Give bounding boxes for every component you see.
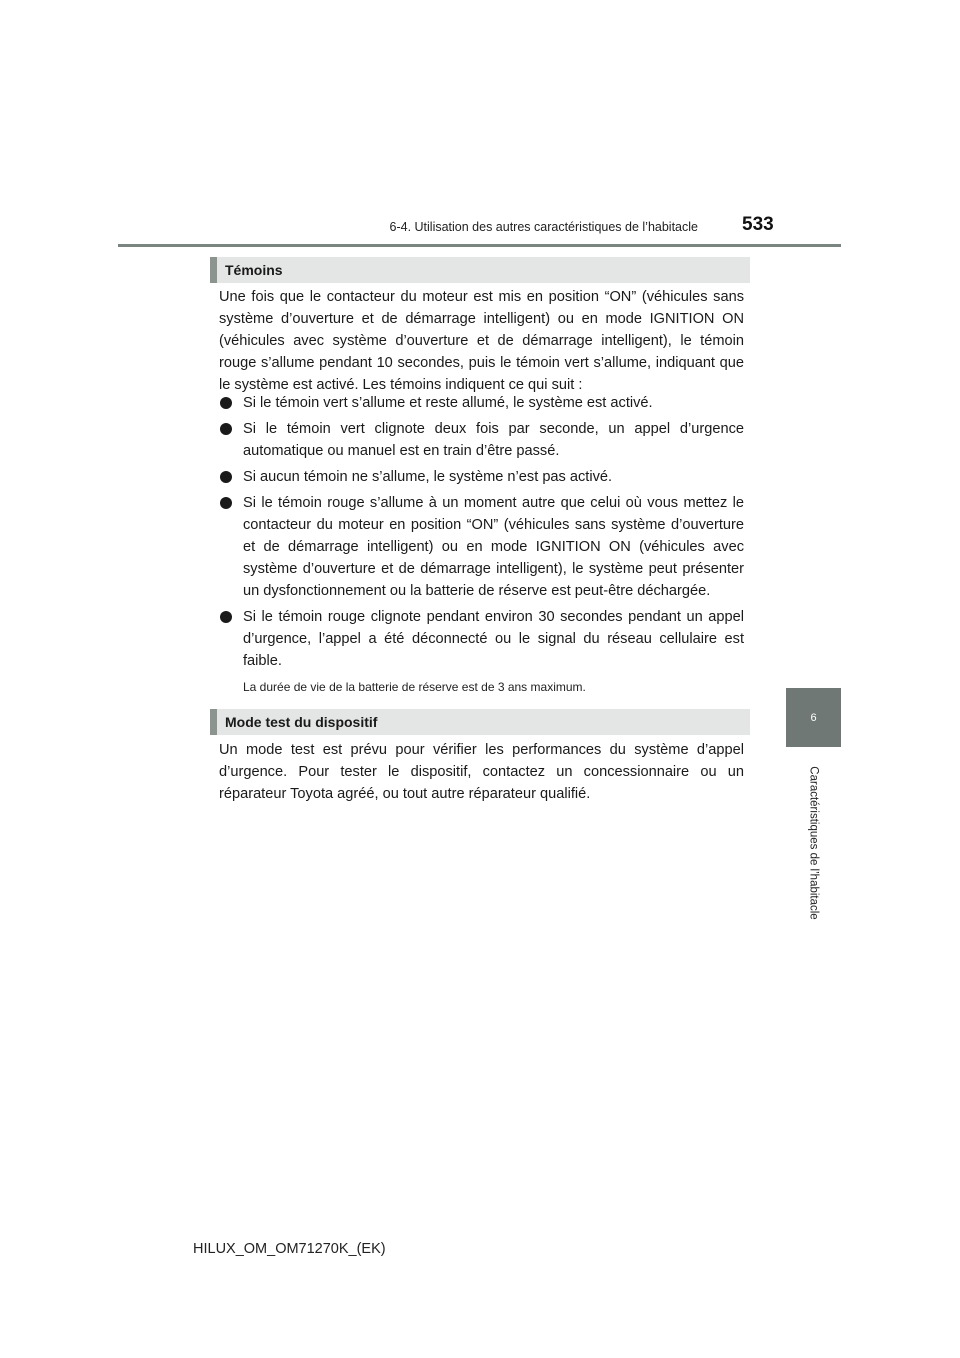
mode-test-body: Un mode test est prévu pour vérifier les performances du système d’appel d’urgence. Pour tester le dispositif, contactez un concessionnaire ou un réparateur Toyota agréé, ou tout autre réparateur qualifié.: [219, 742, 744, 802]
header-divider: [118, 244, 841, 247]
bullet-icon: [220, 497, 232, 509]
list-item: [219, 392, 744, 414]
bullet-icon: [220, 423, 232, 435]
page-header: [0, 212, 960, 242]
chapter-tab-number: 6: [810, 711, 817, 724]
indicator-list: [219, 392, 744, 676]
bullet-icon: [220, 611, 232, 623]
section-heading-temoins: Témoins: [210, 257, 750, 283]
list-item-text: Si le témoin vert clignote deux fois par seconde, un appel d’urgence automatique ou manuel est en train d’être passé.: [243, 421, 744, 459]
list-item-text: Si le témoin rouge s’allume à un moment autre que celui où vous mettez le contacteur du moteur en position “ON” (véhicules sans système d’ouverture et de démarrage intelligent) ou en mode IGNITION ON (véhicules avec système d’ouverture et de démarrage intelligent), le système peut présenter un dysfonctionnement ou la batterie de réserve est peut-être déchargée.: [243, 495, 744, 599]
page-number: 533: [742, 214, 774, 235]
bullet-icon: [220, 471, 232, 483]
chapter-title: 6-4. Utilisation des autres caractéristiques de l’habitacle: [389, 220, 698, 234]
list-item-text: Si le témoin rouge clignote pendant environ 30 secondes pendant un appel d’urgence, l’appel a été déconnecté ou le signal du réseau cellulaire est faible.: [243, 609, 744, 669]
list-item-text: Si aucun témoin ne s’allume, le système n’est pas activé.: [243, 469, 613, 485]
bullet-icon: [220, 397, 232, 409]
list-item: [219, 492, 744, 602]
battery-note: La durée de vie de la batterie de réserve est de 3 ans maximum.: [243, 680, 586, 694]
section-heading-mode-test: Mode test du dispositif: [210, 709, 750, 735]
list-item: [219, 418, 744, 462]
section-intro: Une fois que le contacteur du moteur est mis en position “ON” (véhicules sans système d’ouverture et de démarrage intelligent) ou en mode IGNITION ON (véhicules avec système d’ouverture et de démarrage intelligent), le témoin rouge s’allume pendant 10 secondes, puis le témoin vert s’allume, indiquant que le système est activé. Les témoins indiquent ce qui suit :: [219, 289, 744, 393]
list-item-text: Si le témoin vert s’allume et reste allumé, le système est activé.: [243, 395, 653, 411]
document-code: HILUX_OM_OM71270K_(EK): [193, 1241, 386, 1257]
chapter-tab: [786, 688, 841, 747]
list-item: [219, 606, 744, 672]
chapter-side-label: [784, 758, 844, 928]
chapter-side-label-text: Caractéristiques de l’habitacle: [808, 766, 821, 920]
list-item: [219, 466, 744, 488]
